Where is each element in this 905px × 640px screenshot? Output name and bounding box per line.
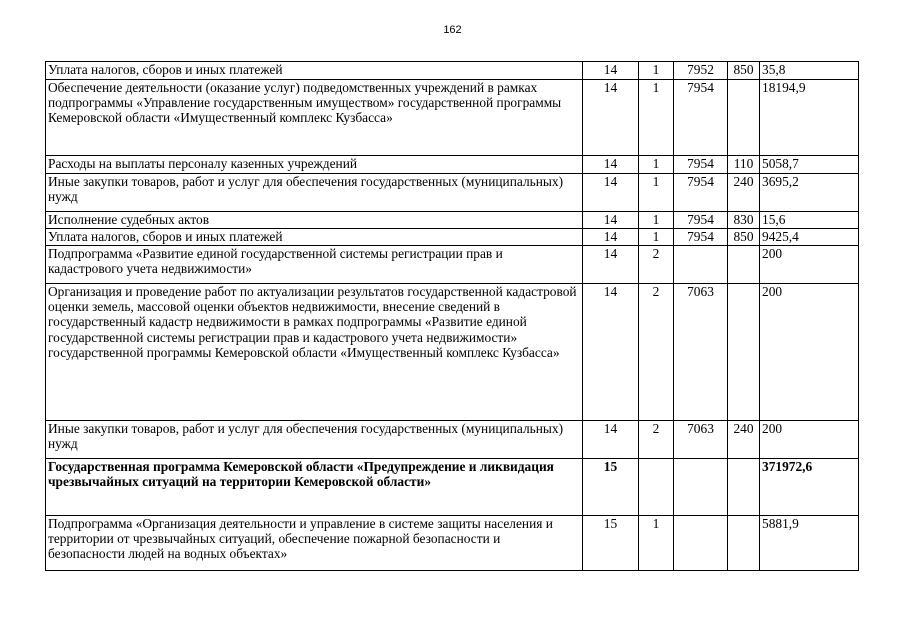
row-amount-cell: 200 [760,246,859,284]
table-row [46,459,859,516]
table-row [46,174,859,212]
row-amount-cell: 371972,6 [760,459,859,516]
row-subsection-cell: 1 [639,516,674,571]
row-section-cell: 14 [583,80,639,156]
table-row [46,212,859,229]
page-number: 162 [443,24,462,36]
row-section-cell: 14 [583,229,639,246]
budget-table [45,61,859,571]
row-expense-type-cell [728,459,760,516]
row-amount-cell: 9425,4 [760,229,859,246]
budget-table-body [46,62,859,571]
row-section-cell: 14 [583,62,639,80]
row-name-cell: Государственная программа Кемеровской области «Предупреждение и ликвидация чрезвычайных ситуаций на территории Кемеровской области» [46,459,583,516]
row-name-cell: Уплата налогов, сборов и иных платежей [46,62,583,80]
row-subsection-cell: 2 [639,284,674,421]
row-name-cell: Организация и проведение работ по актуализации результатов государственной кадастровой оценки земель, массовой оценки объектов недвижимости, внесение сведений в государственный кадастр недвижимости в рамках подпрограммы «Развитие единой государственной системы регистрации прав и кадастрового учета недвижимости» государственной программы Кемеровской области «Имущественный комплекс Кузбасса» [46,284,583,421]
row-name-cell: Исполнение судебных актов [46,212,583,229]
row-expense-type-cell: 110 [728,156,760,174]
row-expense-type-cell [728,80,760,156]
row-name-cell: Обеспечение деятельности (оказание услуг) подведомственных учреждений в рамках подпрограммы «Управление государственным имуществом» государственной программы Кемеровской области «Имущественный комплекс Кузбасса» [46,80,583,156]
row-section-cell: 15 [583,459,639,516]
row-expense-type-cell [728,284,760,421]
row-subsection-cell: 1 [639,62,674,80]
row-amount-cell: 15,6 [760,212,859,229]
row-subsection-cell: 1 [639,174,674,212]
row-name-cell: Расходы на выплаты персоналу казенных учреждений [46,156,583,174]
row-amount-cell: 5058,7 [760,156,859,174]
table-row [46,246,859,284]
row-target-article-cell: 7954 [674,229,728,246]
row-amount-cell: 3695,2 [760,174,859,212]
row-expense-type-cell: 240 [728,421,760,459]
row-subsection-cell: 1 [639,80,674,156]
row-target-article-cell: 7063 [674,284,728,421]
row-section-cell: 15 [583,516,639,571]
row-section-cell: 14 [583,156,639,174]
row-name-cell: Иные закупки товаров, работ и услуг для обеспечения государственных (муниципальных) нужд [46,174,583,212]
table-row [46,156,859,174]
row-target-article-cell: 7954 [674,212,728,229]
row-target-article-cell: 7063 [674,421,728,459]
row-target-article-cell: 7952 [674,62,728,80]
row-subsection-cell: 2 [639,246,674,284]
row-subsection-cell [639,459,674,516]
row-subsection-cell: 1 [639,212,674,229]
row-subsection-cell: 1 [639,156,674,174]
row-section-cell: 14 [583,246,639,284]
row-amount-cell: 18194,9 [760,80,859,156]
row-subsection-cell: 1 [639,229,674,246]
row-section-cell: 14 [583,212,639,229]
row-name-cell: Подпрограмма «Развитие единой государственной системы регистрации прав и кадастрового учета недвижимости» [46,246,583,284]
row-name-cell: Подпрограмма «Организация деятельности и управление в системе защиты населения и территории от чрезвычайных ситуаций, обеспечение пожарной безопасности и безопасности людей на водных объектах» [46,516,583,571]
table-row [46,516,859,571]
row-name-cell: Иные закупки товаров, работ и услуг для обеспечения государственных (муниципальных) нужд [46,421,583,459]
row-expense-type-cell: 240 [728,174,760,212]
row-expense-type-cell [728,516,760,571]
row-section-cell: 14 [583,421,639,459]
row-amount-cell: 35,8 [760,62,859,80]
row-expense-type-cell: 850 [728,62,760,80]
row-target-article-cell: 7954 [674,80,728,156]
row-expense-type-cell: 830 [728,212,760,229]
row-target-article-cell: 7954 [674,174,728,212]
table-row [46,284,859,421]
row-section-cell: 14 [583,174,639,212]
row-amount-cell: 5881,9 [760,516,859,571]
row-expense-type-cell [728,246,760,284]
table-row [46,62,859,80]
row-target-article-cell [674,516,728,571]
row-amount-cell: 200 [760,421,859,459]
row-subsection-cell: 2 [639,421,674,459]
row-section-cell: 14 [583,284,639,421]
table-row [46,229,859,246]
row-expense-type-cell: 850 [728,229,760,246]
table-row [46,80,859,156]
row-amount-cell: 200 [760,284,859,421]
row-target-article-cell [674,459,728,516]
table-row [46,421,859,459]
row-name-cell: Уплата налогов, сборов и иных платежей [46,229,583,246]
row-target-article-cell: 7954 [674,156,728,174]
row-target-article-cell [674,246,728,284]
